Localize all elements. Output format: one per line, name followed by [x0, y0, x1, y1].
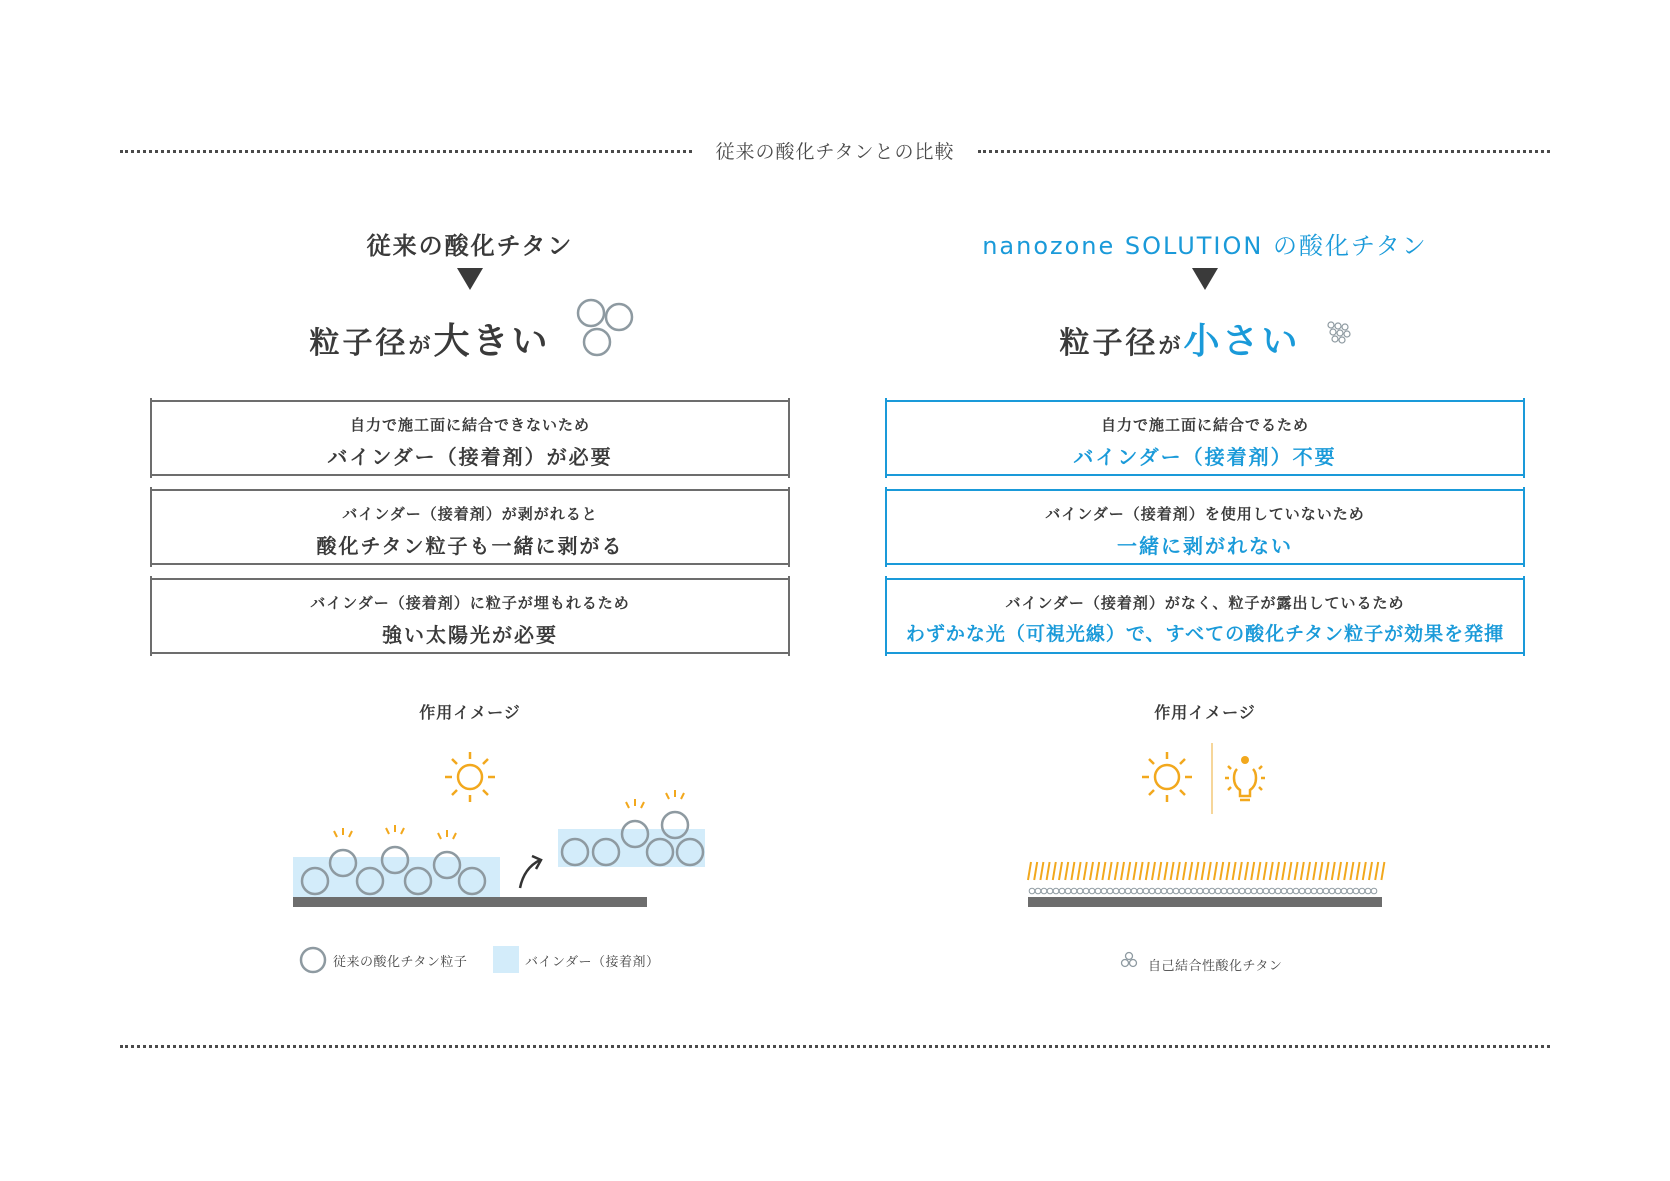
- small-particle: [1143, 888, 1149, 894]
- legend-particle-label: 自己結合性酸化チタン: [1148, 959, 1283, 974]
- small-particle: [1119, 888, 1125, 894]
- small-particle: [1113, 888, 1119, 894]
- light-ray: [1350, 862, 1353, 880]
- small-particle: [1221, 888, 1227, 894]
- box-caption: バインダー（接着剤）がなく、粒子が露出しているため: [1005, 594, 1405, 612]
- base-surface: [1028, 897, 1382, 907]
- light-ray: [1152, 862, 1155, 880]
- box-statement: わずかな光（可視光線）で、すべての酸化チタン粒子が効果を発揮: [905, 623, 1505, 645]
- light-ray: [1276, 862, 1279, 880]
- small-particle: [1167, 888, 1173, 894]
- small-particle: [1173, 888, 1179, 894]
- small-particle: [1305, 888, 1311, 894]
- small-particle: [1347, 888, 1353, 894]
- light-ray: [1245, 862, 1248, 880]
- small-particle: [1041, 888, 1047, 894]
- visible-light-rays: [1028, 862, 1384, 880]
- box-statement: バインダー（接着剤）不要: [1073, 445, 1337, 469]
- small-particle: [1239, 888, 1245, 894]
- light-ray: [1146, 862, 1149, 880]
- size-particle: が: [1158, 334, 1184, 359]
- box-caption: バインダー（接着剤）が剥がれると: [342, 505, 598, 523]
- small-particle: [1179, 888, 1185, 894]
- light-ray: [1332, 862, 1335, 880]
- light-ray: [1226, 862, 1229, 880]
- light-ray: [1102, 862, 1105, 880]
- legend-particle-label: 従来の酸化チタン粒子: [333, 955, 468, 970]
- bottom-dotted-divider: [120, 1045, 1550, 1048]
- light-ray: [1357, 862, 1360, 880]
- light-ray: [1047, 862, 1050, 880]
- small-particle: [1329, 888, 1335, 894]
- light-ray: [1381, 862, 1384, 880]
- sun-icon: [1142, 752, 1192, 802]
- light-ray: [1040, 862, 1043, 880]
- light-ray: [1158, 862, 1161, 880]
- small-particle: [1335, 888, 1341, 894]
- small-particle: [1293, 888, 1299, 894]
- light-ray: [1251, 862, 1254, 880]
- small-particle: [1371, 888, 1377, 894]
- small-particle: [1275, 888, 1281, 894]
- light-ray: [1264, 862, 1267, 880]
- base-surface: [293, 897, 647, 907]
- small-particle-row: [1029, 888, 1377, 894]
- small-particle: [1185, 888, 1191, 894]
- image-title: 作用イメージ: [1154, 703, 1256, 722]
- small-particle: [1131, 888, 1137, 894]
- size-value: 大きい: [433, 321, 551, 362]
- size-value: 小さい: [1183, 321, 1301, 362]
- legend-small-particle-icon: [1122, 953, 1137, 967]
- light-ray: [1344, 862, 1347, 880]
- small-particle: [1365, 888, 1371, 894]
- small-particle: [1125, 888, 1131, 894]
- light-ray: [1090, 862, 1093, 880]
- box-statement: バインダー（接着剤）が必要: [327, 445, 613, 469]
- small-particle: [1095, 888, 1101, 894]
- light-ray: [1214, 862, 1217, 880]
- light-ray: [1257, 862, 1260, 880]
- section-title: 従来の酸化チタンとの比較: [695, 137, 975, 164]
- small-particle: [1161, 888, 1167, 894]
- small-particle: [1149, 888, 1155, 894]
- light-ray: [1202, 862, 1205, 880]
- light-ray: [1301, 862, 1304, 880]
- small-particle: [1065, 888, 1071, 894]
- box-statement: 酸化チタン粒子も一緒に剥がる: [316, 534, 624, 558]
- legend-binder-label: バインダー（接着剤）: [525, 955, 660, 970]
- light-bulb-icon: [1225, 756, 1265, 800]
- image-title: 作用イメージ: [419, 703, 521, 722]
- small-particle: [1035, 888, 1041, 894]
- small-particle: [1215, 888, 1221, 894]
- small-particle: [1311, 888, 1317, 894]
- light-ray: [1109, 862, 1112, 880]
- small-particle: [1251, 888, 1257, 894]
- light-ray: [1307, 862, 1310, 880]
- light-ray: [1071, 862, 1074, 880]
- light-ray: [1028, 862, 1031, 880]
- sun-icon: [445, 752, 495, 802]
- conventional-heading: 従来の酸化チタン: [366, 232, 574, 260]
- small-particle: [1245, 888, 1251, 894]
- light-ray: [1375, 862, 1378, 880]
- small-particle: [1299, 888, 1305, 894]
- light-ray: [1326, 862, 1329, 880]
- small-particle: [1077, 888, 1083, 894]
- light-ray: [1313, 862, 1316, 880]
- small-particle: [1233, 888, 1239, 894]
- small-particle: [1269, 888, 1275, 894]
- small-particle: [1191, 888, 1197, 894]
- light-ray: [1338, 862, 1341, 880]
- legend-particle-icon: [301, 948, 325, 972]
- size-particle: が: [408, 334, 434, 359]
- small-particle: [1323, 888, 1329, 894]
- small-particle: [1047, 888, 1053, 894]
- small-particle: [1107, 888, 1113, 894]
- light-ray: [1059, 862, 1062, 880]
- light-ray: [1208, 862, 1211, 880]
- small-particle: [1317, 888, 1323, 894]
- light-ray: [1183, 862, 1186, 880]
- small-particle: [1059, 888, 1065, 894]
- light-ray: [1295, 862, 1298, 880]
- light-ray: [1065, 862, 1068, 880]
- light-ray: [1177, 862, 1180, 880]
- light-ray: [1053, 862, 1056, 880]
- light-ray: [1282, 862, 1285, 880]
- light-ray: [1233, 862, 1236, 880]
- size-label: 粒子径: [309, 326, 409, 361]
- small-particle: [1341, 888, 1347, 894]
- light-ray: [1121, 862, 1124, 880]
- nanozone-action-diagram: [885, 0, 1525, 1000]
- peel-arrow-icon: [520, 856, 541, 888]
- light-ray: [1363, 862, 1366, 880]
- small-particle: [1203, 888, 1209, 894]
- box-caption: バインダー（接着剤）を使用していないため: [1045, 505, 1365, 523]
- small-particle: [1155, 888, 1161, 894]
- small-particle: [1071, 888, 1077, 894]
- light-ray: [1084, 862, 1087, 880]
- box-caption: バインダー（接着剤）に粒子が埋もれるため: [310, 594, 630, 612]
- light-ray: [1034, 862, 1037, 880]
- small-particle: [1281, 888, 1287, 894]
- small-particle: [1101, 888, 1107, 894]
- small-particle: [1137, 888, 1143, 894]
- box-statement: 一緒に剥がれない: [1117, 534, 1293, 558]
- conventional-action-diagram: [150, 0, 790, 1000]
- small-particle: [1353, 888, 1359, 894]
- light-ray: [1127, 862, 1130, 880]
- light-ray: [1220, 862, 1223, 880]
- box-caption: 自力で施工面に結合でるため: [1100, 416, 1309, 434]
- legend-binder-swatch: [493, 946, 519, 973]
- light-ray: [1164, 862, 1167, 880]
- box-caption: 自力で施工面に結合できないため: [349, 416, 590, 434]
- small-particle: [1209, 888, 1215, 894]
- light-ray: [1115, 862, 1118, 880]
- small-particle: [1287, 888, 1293, 894]
- small-particle: [1359, 888, 1365, 894]
- small-particle: [1257, 888, 1263, 894]
- box-statement: 強い太陽光が必要: [382, 623, 558, 647]
- light-ray: [1140, 862, 1143, 880]
- light-ray: [1270, 862, 1273, 880]
- light-ray: [1096, 862, 1099, 880]
- small-particle: [1029, 888, 1035, 894]
- small-particle: [1197, 888, 1203, 894]
- light-ray: [1369, 862, 1372, 880]
- light-ray: [1195, 862, 1198, 880]
- light-ray: [1288, 862, 1291, 880]
- light-ray: [1133, 862, 1136, 880]
- small-particle: [1053, 888, 1059, 894]
- light-ray: [1239, 862, 1242, 880]
- small-particle: [1089, 888, 1095, 894]
- light-ray: [1171, 862, 1174, 880]
- light-ray: [1078, 862, 1081, 880]
- small-particle: [1083, 888, 1089, 894]
- size-label: 粒子径: [1059, 326, 1159, 361]
- nanozone-heading: nanozone SOLUTION の酸化チタン: [982, 232, 1428, 260]
- small-particle: [1227, 888, 1233, 894]
- light-ray: [1189, 862, 1192, 880]
- light-ray: [1319, 862, 1322, 880]
- small-particle: [1263, 888, 1269, 894]
